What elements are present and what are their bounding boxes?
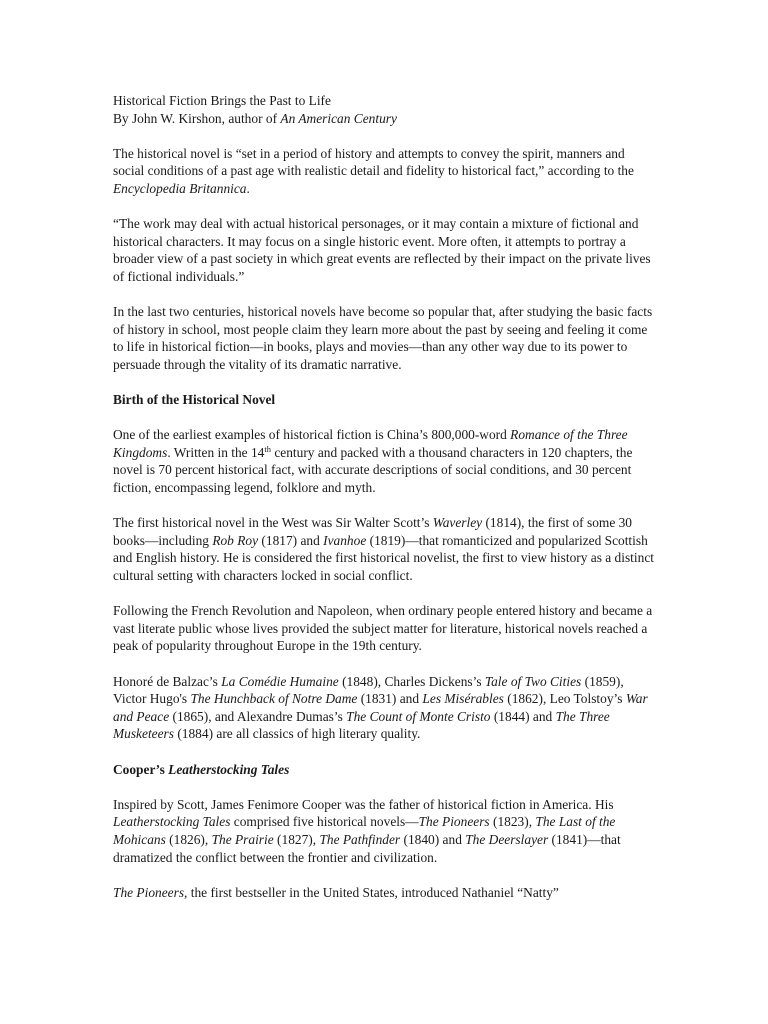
byline-prefix: By John W. Kirshon, author of <box>113 110 281 126</box>
section-heading-cooper: Cooper’s Leatherstocking Tales <box>113 761 290 777</box>
section1-paragraph-3: Following the French Revolution and Napoleon, when ordinary people entered history and became a vast literate public whose lives provided the subject matter for literature, historical novels reached a peak of popularity throughout Europe in the 19th century. <box>113 603 653 654</box>
section1-paragraph-4: Honoré de Balzac’s La Comédie Humaine (1848), Charles Dickens’s Tale of Two Cities (1859), Victor Hugo's The Hunchback of Notre Dame (1831) and Les Misérables (1862), Leo Tolstoy’s War and Peace (1865), and Alexandre Dumas’s The Count of Monte Cristo (1844) and The Three Musketeers (1884) are all classics of high literary quality. <box>113 673 648 742</box>
intro-paragraph-3: In the last two centuries, historical novels have become so popular that, after studying the basic facts of history in school, most people claim they learn more about the past by seeing and feeling it come to life in historical fiction—in books, plays and movies—than any other way due to its power to persuade through the vitality of its dramatic narrative. <box>113 304 653 372</box>
document-header <box>113 92 658 127</box>
section1-paragraph-1: One of the earliest examples of historical fiction is China’s 800,000-word Romance of the Three Kingdoms. Written in the 14th century and packed with a thousand characters in 120 chapters, the novel is 70 percent historical fact, with accurate descriptions of social conditions, and 30 percent fiction, encompassing legend, folklore and myth. <box>113 427 633 496</box>
section2-paragraph-1: Inspired by Scott, James Fenimore Cooper was the father of historical fiction in America. His Leatherstocking Tales comprised five historical novels—The Pioneers (1823), The Last of the Mohicans (1826), The Prairie (1827), The Pathfinder (1840) and The Deerslayer (1841)—that dramatized the conflict between the frontier and civilization. <box>113 796 621 865</box>
intro-paragraph-1: The historical novel is “set in a period of history and attempts to convey the spirit, manners and social conditions of a past age with realistic detail and fidelity to historical fact,” according to the Encyclopedia Britannica. <box>113 145 634 196</box>
intro-paragraph-2: “The work may deal with actual historical personages, or it may contain a mixture of fictional and historical characters. It may focus on a single historic event. More often, it attempts to portray a broader view of a past society in which great events are reflected by their impact on the private lives of fictional individuals.” <box>113 216 651 284</box>
section1-paragraph-2: The first historical novel in the West was Sir Walter Scott’s Waverley (1814), the first of some 30 books—including Rob Roy (1817) and Ivanhoe (1819)—that romanticized and popularized Scottish and English history. He is considered the first historical novelist, the first to view history as a distinct cultural setting with characters locked in social conflict. <box>113 515 654 584</box>
section-heading-birth: Birth of the Historical Novel <box>113 392 276 408</box>
byline <box>113 110 658 128</box>
section2-paragraph-2: The Pioneers, the first bestseller in the United States, introduced Nathaniel “Natty” <box>113 884 559 900</box>
document-page <box>113 92 658 919</box>
source-title: Encyclopedia Britannica <box>113 180 247 196</box>
byline-book-title: An American Century <box>280 110 397 126</box>
document-title: Historical Fiction Brings the Past to Life <box>113 93 331 108</box>
